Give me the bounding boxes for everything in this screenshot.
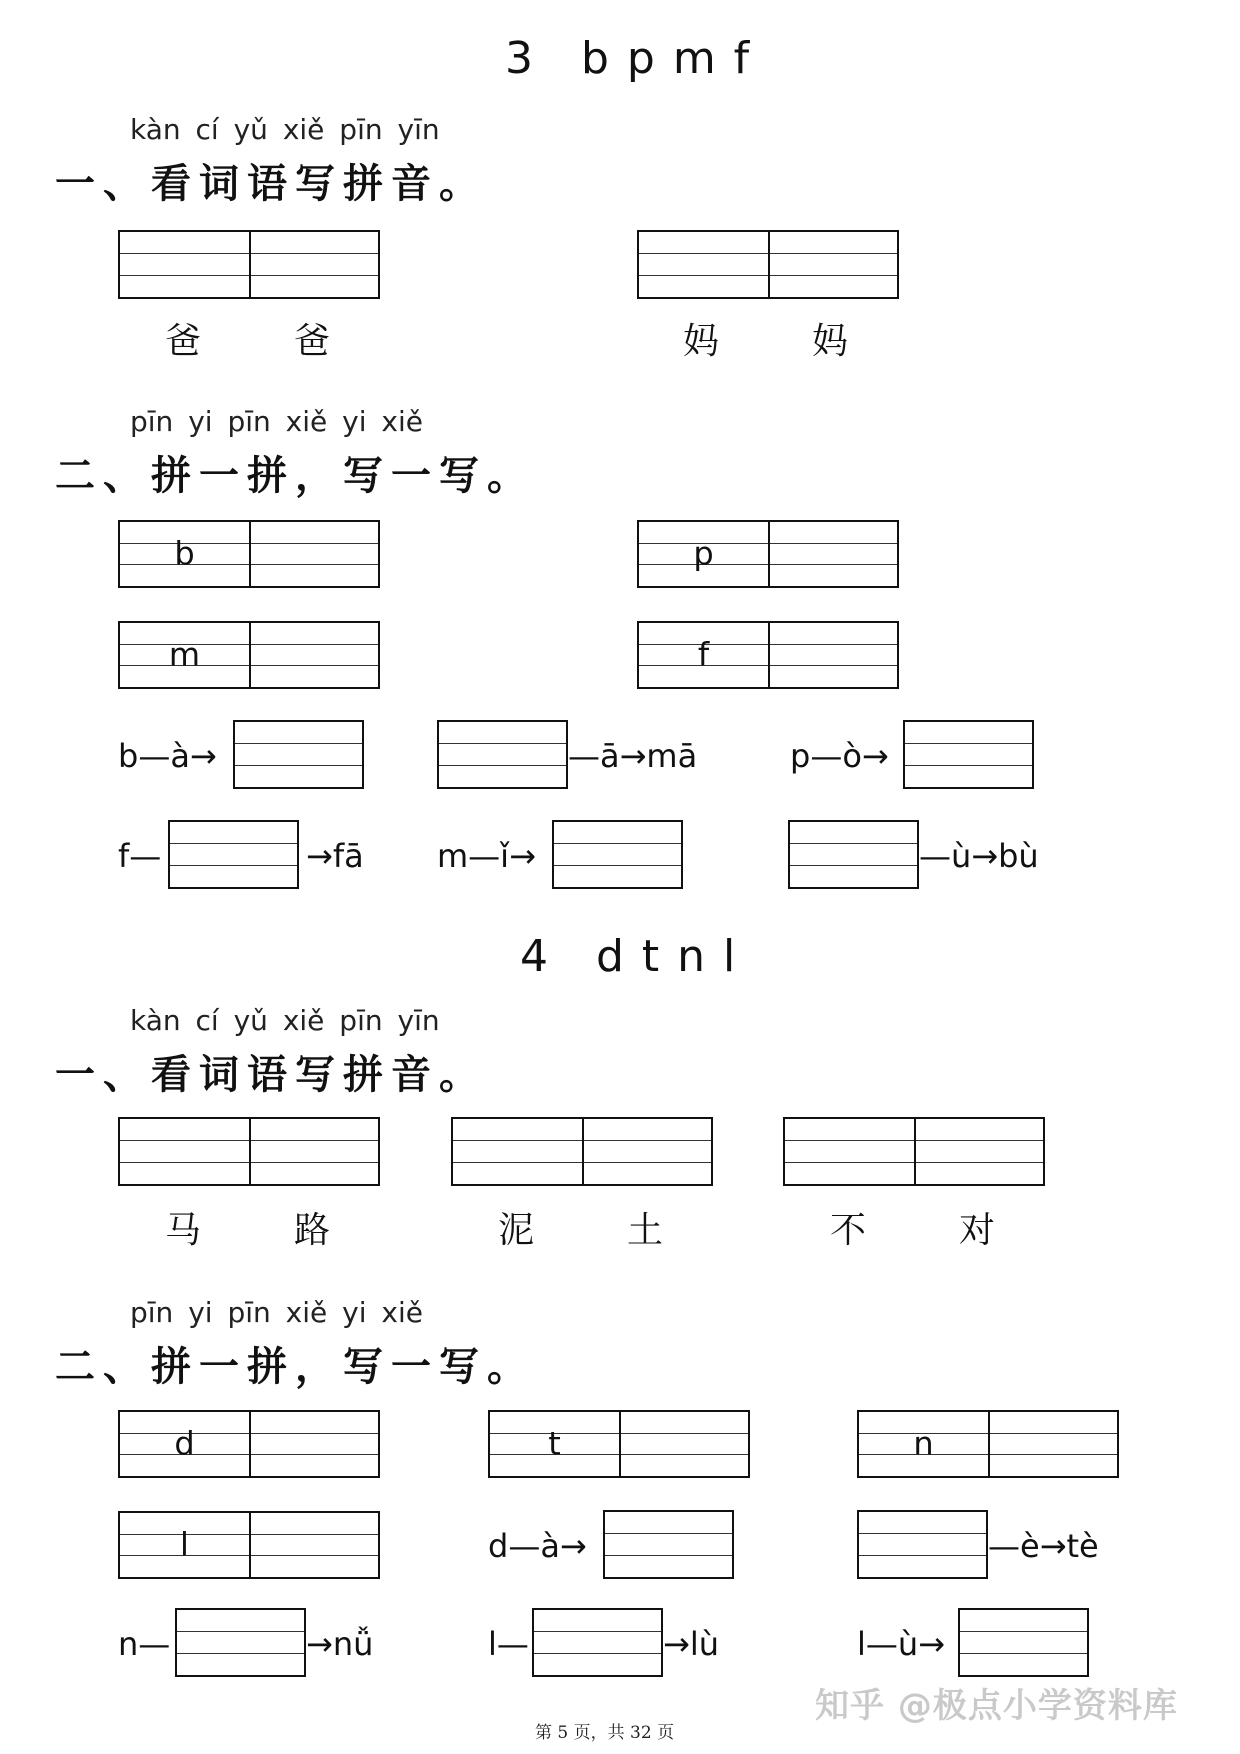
section4-part1-heading: 一、看词语写拼音。 xyxy=(55,1052,487,1098)
word-char: 妈 xyxy=(682,321,719,362)
section3-part1-heading: 一、看词语写拼音。 xyxy=(55,161,487,207)
letter-d: d xyxy=(174,1424,195,1463)
letter-grid-d[interactable] xyxy=(118,1410,380,1478)
exercise-text: p—ò→ xyxy=(790,737,889,775)
section3-part2-heading: 二、拼一拼，写一写。 xyxy=(55,453,535,499)
word-char: 泥 xyxy=(497,1210,534,1251)
answer-box[interactable] xyxy=(233,720,364,789)
exercise-text: →fā xyxy=(306,837,364,875)
word-char: 爸 xyxy=(164,321,201,362)
answer-box[interactable] xyxy=(603,1510,734,1579)
exercise-text: —ù→bù xyxy=(919,837,1039,875)
exercise-text: n— xyxy=(118,1625,171,1663)
section4-part2-heading: 二、拼一拼，写一写。 xyxy=(55,1344,535,1390)
page-footer: 第 5 页，共 32 页 xyxy=(535,1723,675,1743)
exercise-text: —è→tè xyxy=(988,1527,1099,1565)
answer-box[interactable] xyxy=(958,1608,1089,1677)
letter-grid-m[interactable] xyxy=(118,621,380,689)
exercise-text: l—ù→ xyxy=(857,1625,945,1663)
word-char: 路 xyxy=(293,1210,330,1251)
letter-l: l xyxy=(180,1525,189,1564)
letter-p: p xyxy=(693,534,714,573)
letter-b: b xyxy=(174,534,195,573)
exercise-text: l— xyxy=(488,1625,529,1663)
writing-grid[interactable] xyxy=(118,1117,380,1186)
letter-grid-l[interactable] xyxy=(118,1511,380,1579)
exercise-text: →lù xyxy=(663,1625,719,1663)
letter-f: f xyxy=(697,635,710,674)
answer-box[interactable] xyxy=(437,720,568,789)
letter-t: t xyxy=(548,1424,561,1463)
word-char: 马 xyxy=(164,1210,201,1251)
watermark: 知乎 @极点小学资料库 xyxy=(815,1686,1178,1726)
answer-box[interactable] xyxy=(788,820,919,889)
writing-grid[interactable] xyxy=(451,1117,713,1186)
answer-box[interactable] xyxy=(175,1608,306,1677)
exercise-text: —ā→mā xyxy=(568,737,698,775)
word-char: 不 xyxy=(829,1210,866,1251)
letter-grid-n[interactable] xyxy=(857,1410,1119,1478)
exercise-text: b—à→ xyxy=(118,737,217,775)
letter-grid-t[interactable] xyxy=(488,1410,750,1478)
answer-box[interactable] xyxy=(168,820,299,889)
section3-part2-pinyin: pīn yi pīn xiě yi xiě xyxy=(130,405,423,438)
writing-grid[interactable] xyxy=(783,1117,1045,1186)
exercise-text: d—à→ xyxy=(488,1527,587,1565)
letter-grid-f[interactable] xyxy=(637,621,899,689)
word-char: 对 xyxy=(958,1210,995,1251)
letter-m: m xyxy=(168,635,201,674)
letter-n: n xyxy=(913,1424,934,1463)
letter-grid-p[interactable] xyxy=(637,520,899,588)
word-char: 爸 xyxy=(293,321,330,362)
section4-part1-pinyin: kàn cí yǔ xiě pīn yīn xyxy=(130,1004,440,1037)
exercise-text: m—ǐ→ xyxy=(437,837,536,875)
section4-part2-pinyin: pīn yi pīn xiě yi xiě xyxy=(130,1296,423,1329)
answer-box[interactable] xyxy=(552,820,683,889)
section3-title: 3 b p m f xyxy=(505,33,752,84)
word-char: 土 xyxy=(626,1210,663,1251)
section3-part1-pinyin: kàn cí yǔ xiě pīn yīn xyxy=(130,113,440,146)
exercise-text: →nǚ xyxy=(306,1625,374,1663)
section4-title: 4 d t n l xyxy=(520,931,738,982)
writing-grid[interactable] xyxy=(118,230,380,299)
answer-box[interactable] xyxy=(532,1608,663,1677)
word-char: 妈 xyxy=(811,321,848,362)
answer-box[interactable] xyxy=(857,1510,988,1579)
answer-box[interactable] xyxy=(903,720,1034,789)
writing-grid[interactable] xyxy=(637,230,899,299)
letter-grid-b[interactable] xyxy=(118,520,380,588)
exercise-text: f— xyxy=(118,837,162,875)
